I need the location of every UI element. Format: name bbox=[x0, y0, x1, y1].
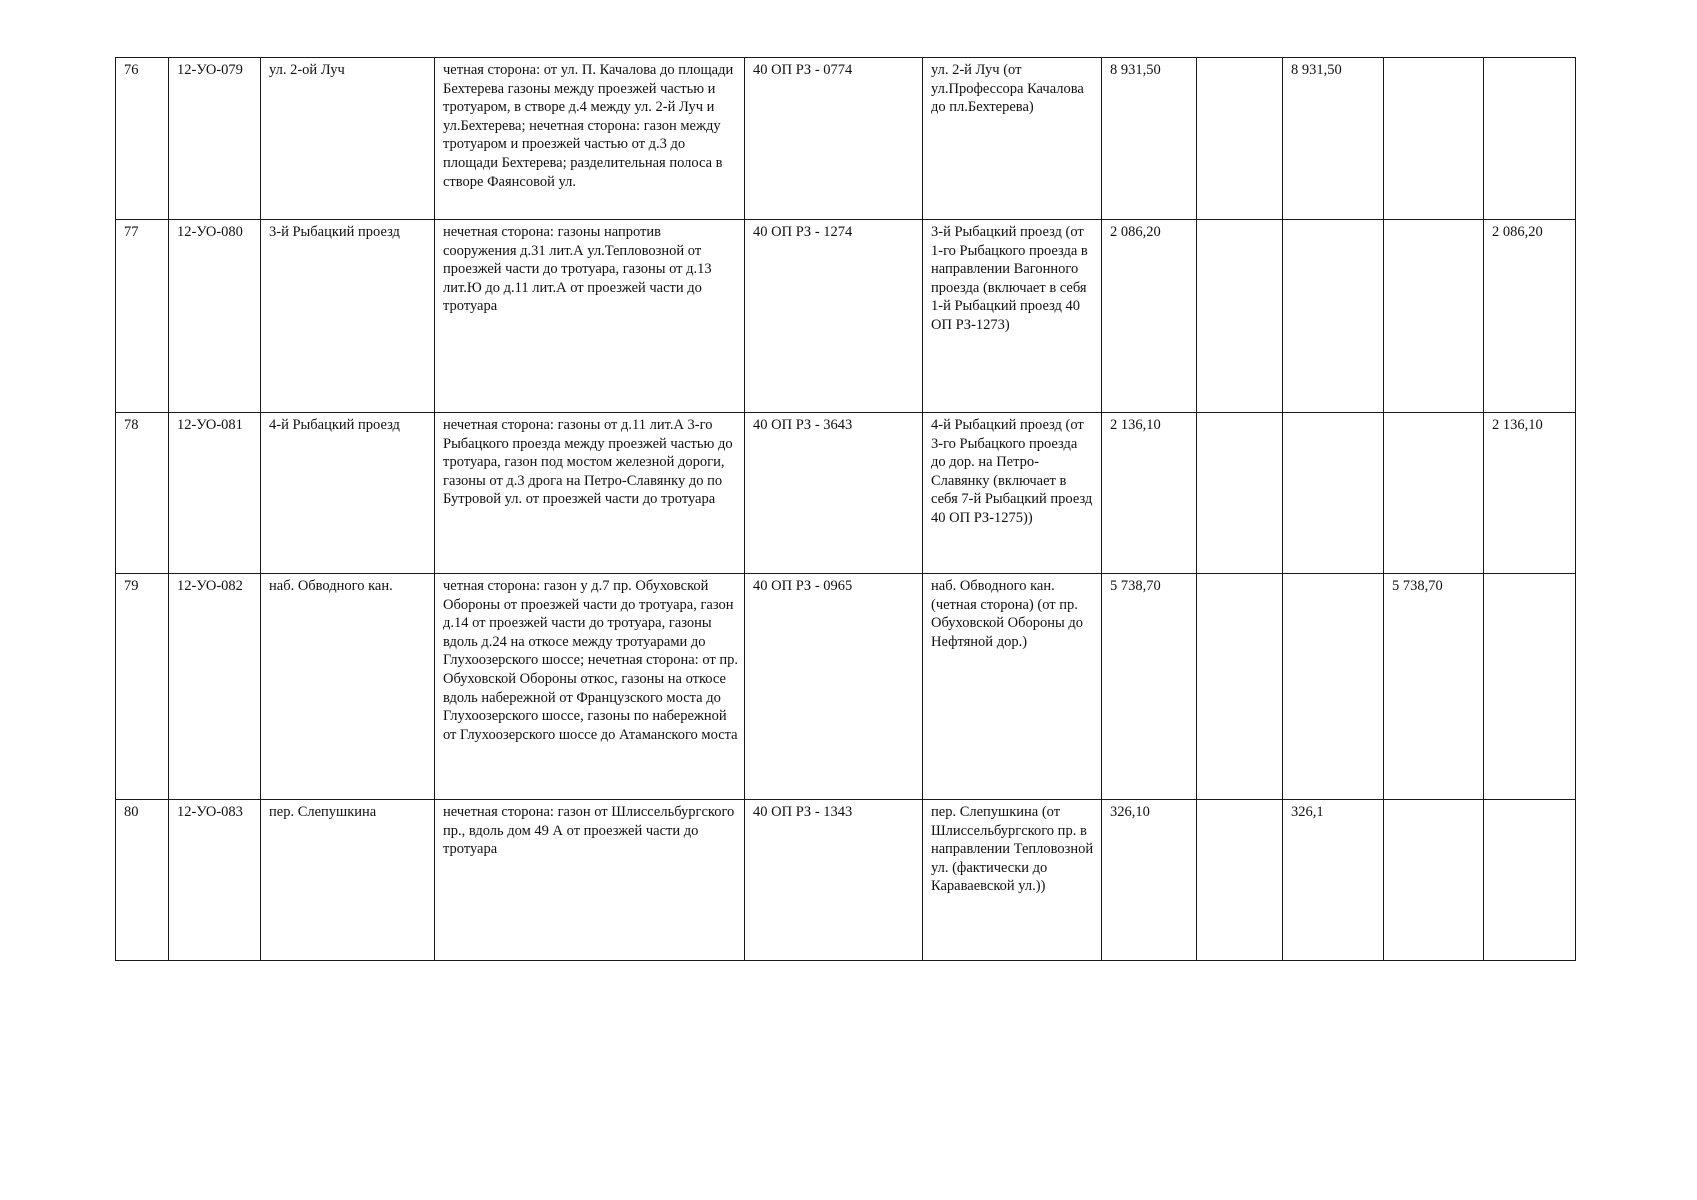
area-col-4: 2 086,20 bbox=[1484, 220, 1576, 413]
road-id: 40 ОП РЗ - 1343 bbox=[745, 800, 923, 961]
table-row bbox=[116, 58, 1576, 220]
table-row bbox=[116, 800, 1576, 961]
area-description: четная сторона: газон у д.7 пр. Обуховской Обороны от проезжей части до тротуара, газон д.14 от проезжей части до тротуара, газоны вдоль д.24 на откосе между тротуарами до Глухоозерского шоссе; нечетная сторона: от пр. Обуховской Обороны откос, газоны на откосе вдоль набережной от Французского моста до Глухоозерского шоссе, газоны по набережной от Глухоозерского шоссе до Атаманского моста bbox=[435, 574, 745, 800]
area-col-2 bbox=[1283, 220, 1384, 413]
area-col-4 bbox=[1484, 574, 1576, 800]
area-col-2: 326,1 bbox=[1283, 800, 1384, 961]
area-description: нечетная сторона: газоны напротив сооружения д.31 лит.А ул.Тепловозной от проезжей части до тротуара, газоны от д.13 лит.Ю до д.11 лит.А от проезжей части до тротуара bbox=[435, 220, 745, 413]
area-col-4: 2 136,10 bbox=[1484, 413, 1576, 574]
road-id: 40 ОП РЗ - 0965 bbox=[745, 574, 923, 800]
area-col-4 bbox=[1484, 800, 1576, 961]
street-name: пер. Слепушкина bbox=[261, 800, 435, 961]
road-id: 40 ОП РЗ - 1274 bbox=[745, 220, 923, 413]
area-col-3 bbox=[1384, 800, 1484, 961]
registry-table bbox=[115, 57, 1576, 961]
area-col-3: 5 738,70 bbox=[1384, 574, 1484, 800]
road-id: 40 ОП РЗ - 3643 bbox=[745, 413, 923, 574]
row-number: 76 bbox=[116, 58, 169, 220]
street-name: 4-й Рыбацкий проезд bbox=[261, 413, 435, 574]
area-col-3 bbox=[1384, 220, 1484, 413]
road-name: пер. Слепушкина (от Шлиссельбургского пр. в направлении Тепловозной ул. (фактически до Караваевской ул.)) bbox=[923, 800, 1102, 961]
table-row bbox=[116, 574, 1576, 800]
area-col-2 bbox=[1283, 413, 1384, 574]
row-number: 80 bbox=[116, 800, 169, 961]
area-col-2: 8 931,50 bbox=[1283, 58, 1384, 220]
road-name: 3-й Рыбацкий проезд (от 1-го Рыбацкого проезда в направлении Вагонного проезда (включает в себя 1-й Рыбацкий проезд 40 ОП РЗ-1273) bbox=[923, 220, 1102, 413]
area-col-4 bbox=[1484, 58, 1576, 220]
area-col-1 bbox=[1197, 574, 1283, 800]
object-code: 12-УО-080 bbox=[169, 220, 261, 413]
total-area: 5 738,70 bbox=[1102, 574, 1197, 800]
total-area: 2 136,10 bbox=[1102, 413, 1197, 574]
area-col-3 bbox=[1384, 413, 1484, 574]
table-row bbox=[116, 220, 1576, 413]
area-col-1 bbox=[1197, 800, 1283, 961]
area-col-1 bbox=[1197, 413, 1283, 574]
area-description: нечетная сторона: газоны от д.11 лит.А 3-го Рыбацкого проезда между проезжей частью до тротуара, газон под мостом железной дороги, газоны от д.3 дрога на Петро-Славянку до по Бутровой ул. от проезжей части до тротуара bbox=[435, 413, 745, 574]
row-number: 78 bbox=[116, 413, 169, 574]
area-description: четная сторона: от ул. П. Качалова до площади Бехтерева газоны между проезжей частью и тротуаром, в створе д.4 между ул. 2-й Луч и ул.Бехтерева; нечетная сторона: газон между тротуаром и проезжей частью от д.3 до площади Бехтерева; разделительная полоса в створе Фаянсовой ул. bbox=[435, 58, 745, 220]
area-col-3 bbox=[1384, 58, 1484, 220]
area-col-1 bbox=[1197, 220, 1283, 413]
street-name: 3-й Рыбацкий проезд bbox=[261, 220, 435, 413]
object-code: 12-УО-083 bbox=[169, 800, 261, 961]
object-code: 12-УО-082 bbox=[169, 574, 261, 800]
row-number: 79 bbox=[116, 574, 169, 800]
table-row bbox=[116, 413, 1576, 574]
area-col-1 bbox=[1197, 58, 1283, 220]
street-name: наб. Обводного кан. bbox=[261, 574, 435, 800]
total-area: 8 931,50 bbox=[1102, 58, 1197, 220]
object-code: 12-УО-081 bbox=[169, 413, 261, 574]
total-area: 2 086,20 bbox=[1102, 220, 1197, 413]
road-name: наб. Обводного кан. (четная сторона) (от пр. Обуховской Обороны до Нефтяной дор.) bbox=[923, 574, 1102, 800]
road-name: 4-й Рыбацкий проезд (от 3-го Рыбацкого проезда до дор. на Петро-Славянку (включает в себя 7-й Рыбацкий проезд 40 ОП РЗ-1275)) bbox=[923, 413, 1102, 574]
object-code: 12-УО-079 bbox=[169, 58, 261, 220]
row-number: 77 bbox=[116, 220, 169, 413]
total-area: 326,10 bbox=[1102, 800, 1197, 961]
area-description: нечетная сторона: газон от Шлиссельбургского пр., вдоль дом 49 А от проезжей части до тротуара bbox=[435, 800, 745, 961]
road-id: 40 ОП РЗ - 0774 bbox=[745, 58, 923, 220]
road-name: ул. 2-й Луч (от ул.Профессора Качалова до пл.Бехтерева) bbox=[923, 58, 1102, 220]
street-name: ул. 2-ой Луч bbox=[261, 58, 435, 220]
area-col-2 bbox=[1283, 574, 1384, 800]
